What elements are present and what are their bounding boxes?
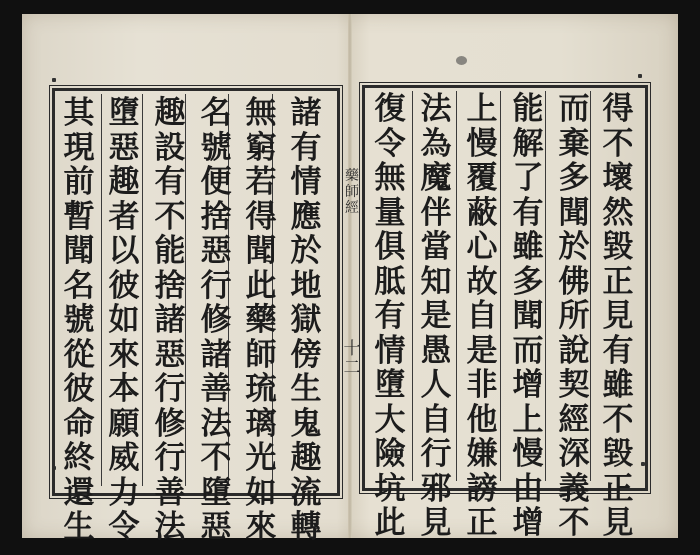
glyph: 覆: [466, 160, 498, 196]
glyph: 願: [108, 405, 140, 442]
glyph: 上: [512, 401, 544, 438]
glyph: 慢: [512, 436, 544, 472]
glyph: 險: [374, 436, 406, 472]
glyph: 說: [558, 332, 590, 369]
glyph: 彼: [108, 267, 140, 304]
glyph: 法: [420, 91, 452, 127]
glyph: 胝: [374, 263, 406, 300]
glyph: 藥: [345, 168, 359, 184]
glyph: 此: [245, 267, 277, 304]
glyph: 見: [602, 505, 634, 541]
glyph: 聞: [558, 194, 590, 231]
glyph: 自: [466, 298, 498, 334]
glyph: 聞: [512, 298, 544, 334]
glyph: 不: [602, 401, 634, 438]
glyph: 便: [200, 164, 232, 200]
glyph: 增: [512, 505, 544, 541]
glyph: 應: [290, 198, 322, 235]
glyph: 非: [466, 367, 498, 403]
glyph: 藥: [245, 302, 277, 338]
glyph: 號: [63, 302, 95, 338]
glyph: 邪: [420, 470, 452, 507]
glyph: 善: [200, 371, 232, 407]
glyph: 趣: [154, 95, 186, 131]
glyph: 墮: [200, 474, 232, 511]
glyph: 行: [200, 267, 232, 304]
glyph: 伴: [420, 194, 452, 231]
glyph: 壞: [602, 160, 634, 196]
text-column: [598, 92, 638, 541]
glyph: 而: [558, 91, 590, 127]
glyph: 暫: [63, 198, 95, 235]
glyph: 力: [108, 474, 140, 511]
glyph: 命: [63, 405, 95, 442]
binding-hole: [52, 78, 56, 82]
glyph: 雖: [602, 367, 634, 403]
glyph: 增: [512, 367, 544, 403]
glyph: 若: [245, 164, 277, 200]
glyph: 光: [245, 440, 277, 476]
glyph: 號: [200, 129, 232, 166]
text-column: [286, 96, 326, 545]
glyph: 見: [602, 298, 634, 334]
glyph: 是: [420, 298, 452, 334]
glyph: 無: [245, 95, 277, 131]
glyph: 大: [374, 401, 406, 438]
glyph: 名: [63, 267, 95, 304]
glyph: 能: [512, 91, 544, 127]
glyph: 諸: [290, 95, 322, 131]
glyph: 正: [466, 505, 498, 541]
glyph: 毀: [602, 229, 634, 265]
glyph: 愚: [420, 332, 452, 369]
glyph: 惡: [154, 336, 186, 373]
glyph: 現: [63, 129, 95, 166]
glyph: 了: [512, 160, 544, 196]
glyph: 墮: [108, 95, 140, 131]
glyph: 得: [602, 91, 634, 127]
glyph: 惡: [200, 233, 232, 269]
glyph: 師: [345, 184, 359, 200]
glyph: 從: [63, 336, 95, 373]
glyph: 所: [558, 298, 590, 334]
glyph: 不: [558, 505, 590, 541]
text-column: [104, 96, 144, 545]
glyph: 諸: [200, 336, 232, 373]
glyph: 自: [420, 401, 452, 438]
binding-hole: [638, 74, 642, 78]
glyph: 鬼: [290, 405, 322, 442]
text-column: [462, 92, 502, 541]
glyph: 有: [290, 129, 322, 166]
glyph: 然: [602, 194, 634, 231]
glyph: 義: [558, 470, 590, 507]
glyph: 有: [602, 332, 634, 369]
glyph: 正: [602, 470, 634, 507]
glyph: 雖: [512, 229, 544, 265]
glyph: 不: [602, 125, 634, 162]
glyph: 此: [374, 505, 406, 541]
glyph: 生: [63, 509, 95, 545]
glyph: 不: [154, 198, 186, 235]
text-column: [59, 96, 99, 545]
glyph: 知: [420, 263, 452, 300]
ink-stain: [456, 56, 467, 65]
glyph: 前: [63, 164, 95, 200]
glyph: 由: [512, 470, 544, 507]
glyph: 經: [345, 200, 359, 216]
glyph: 聞: [63, 233, 95, 269]
glyph: 令: [374, 125, 406, 162]
glyph: 琉: [245, 371, 277, 407]
glyph: 還: [63, 474, 95, 511]
glyph: 故: [466, 263, 498, 300]
glyph: 流: [290, 474, 322, 511]
glyph: 為: [420, 125, 452, 162]
glyph: 師: [245, 336, 277, 373]
glyph: 來: [108, 336, 140, 373]
glyph: 行: [420, 436, 452, 472]
glyph: 復: [374, 91, 406, 127]
glyph: 其: [63, 95, 95, 131]
glyph: 獄: [290, 302, 322, 338]
glyph: 來: [245, 509, 277, 545]
glyph: 以: [108, 233, 140, 269]
glyph: 有: [374, 298, 406, 334]
glyph: 趣: [108, 164, 140, 200]
glyph: 設: [154, 129, 186, 166]
glyph: 經: [558, 401, 590, 438]
text-column: [150, 96, 190, 545]
glyph: 契: [558, 367, 590, 403]
glyph: 毀: [602, 436, 634, 472]
glyph: 生: [290, 371, 322, 407]
glyph: 名: [200, 95, 232, 131]
glyph: 窮: [245, 129, 277, 166]
glyph: 惡: [200, 509, 232, 545]
glyph: 捨: [200, 198, 232, 235]
glyph: 慢: [466, 125, 498, 162]
glyph: 見: [420, 505, 452, 541]
glyph: 法: [154, 509, 186, 545]
sutra-title: [341, 168, 363, 216]
glyph: 者: [108, 198, 140, 235]
glyph: 情: [374, 332, 406, 369]
column-rule: [101, 94, 102, 486]
glyph: 轉: [290, 509, 322, 545]
glyph: 如: [108, 302, 140, 338]
glyph: 謗: [466, 470, 498, 507]
glyph: 不: [200, 440, 232, 476]
glyph: 而: [512, 332, 544, 369]
glyph: 棄: [558, 125, 590, 162]
glyph: 諸: [154, 302, 186, 338]
glyph: 修: [200, 302, 232, 338]
text-column: [241, 96, 281, 545]
page-number: [341, 340, 363, 378]
glyph: 情: [290, 164, 322, 200]
glyph: 上: [466, 91, 498, 127]
column-rule: [456, 91, 457, 481]
glyph: 正: [602, 263, 634, 300]
glyph: 人: [420, 367, 452, 403]
glyph: 魔: [420, 160, 452, 196]
glyph: 量: [374, 194, 406, 231]
glyph: 有: [512, 194, 544, 231]
glyph: 俱: [374, 229, 406, 265]
glyph: 多: [512, 263, 544, 300]
glyph: 彼: [63, 371, 95, 407]
center-fold: [348, 14, 352, 538]
text-column: [370, 92, 410, 541]
glyph: 璃: [245, 405, 277, 442]
glyph: 多: [558, 160, 590, 196]
glyph: 行: [154, 440, 186, 476]
glyph: 於: [558, 229, 590, 265]
glyph: 能: [154, 233, 186, 269]
text-column: [416, 92, 456, 541]
glyph: 無: [374, 160, 406, 196]
glyph: 惡: [108, 129, 140, 166]
glyph: 終: [63, 440, 95, 476]
glyph: 心: [466, 229, 498, 265]
glyph: 如: [245, 474, 277, 511]
column-rule: [412, 91, 413, 481]
glyph: 地: [290, 267, 322, 304]
text-column: [196, 96, 236, 545]
glyph: 於: [290, 233, 322, 269]
glyph: 本: [108, 371, 140, 407]
glyph: 捨: [154, 267, 186, 304]
text-column: [554, 92, 594, 541]
glyph: 深: [558, 436, 590, 472]
glyph: 行: [154, 371, 186, 407]
glyph: 有: [154, 164, 186, 200]
glyph: 修: [154, 405, 186, 442]
glyph: 得: [245, 198, 277, 235]
glyph: 當: [420, 229, 452, 265]
glyph: 佛: [558, 263, 590, 300]
glyph: 二: [343, 358, 361, 378]
glyph: 墮: [374, 367, 406, 403]
glyph: 善: [154, 474, 186, 511]
text-column: [508, 92, 548, 541]
glyph: 嫌: [466, 436, 498, 472]
glyph: 令: [108, 509, 140, 545]
glyph: 法: [200, 405, 232, 442]
glyph: 十: [343, 339, 361, 359]
glyph: 是: [466, 332, 498, 369]
glyph: 坑: [374, 470, 406, 507]
glyph: 傍: [290, 336, 322, 373]
glyph: 他: [466, 401, 498, 438]
glyph: 聞: [245, 233, 277, 269]
glyph: 威: [108, 440, 140, 476]
glyph: 解: [512, 125, 544, 162]
glyph: 蔽: [466, 194, 498, 231]
glyph: 趣: [290, 440, 322, 476]
